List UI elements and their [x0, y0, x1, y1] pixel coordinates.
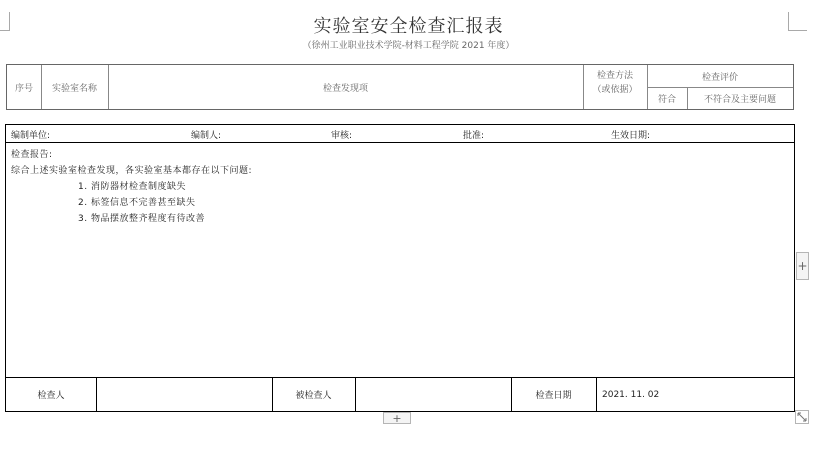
issue-item: 3. 物品摆放整齐程度有待改善 — [78, 214, 205, 224]
inspection-date-label: 检查日期 — [535, 391, 572, 401]
add-row-button[interactable] — [383, 412, 411, 424]
issue-item: 2. 标签信息不完善甚至缺失 — [78, 198, 196, 208]
header-col-index: 序号 — [14, 83, 33, 94]
issue-item: 1. 消防器材检查制度缺失 — [78, 182, 186, 192]
header-col-findings: 检查发现项 — [322, 83, 368, 94]
summary-line: 综合上述实验室检查发现，各实验室基本都存在以下问题: — [11, 166, 253, 176]
inspector-value-cell[interactable] — [97, 378, 272, 411]
inspectee-label: 被检查人 — [295, 391, 332, 401]
header-col-method-line2: （或依据） — [592, 84, 638, 95]
header-col-lab-name: 实验室名称 — [51, 83, 97, 94]
header-col-method-line1: 检查方法 — [596, 70, 633, 81]
report-heading: 检查报告: — [11, 150, 53, 160]
header-col-evaluation: 检查评价 — [701, 72, 738, 83]
inspection-date-value[interactable]: 2021. 11. 02 — [602, 389, 660, 400]
inspectee-value-cell[interactable] — [356, 378, 511, 411]
report-table[interactable] — [5, 124, 795, 412]
effective-date-label: 生效日期: — [611, 131, 651, 141]
document-title: 实验室安全检查汇报表 — [313, 16, 504, 37]
inspector-label: 检查人 — [37, 391, 65, 401]
plus-icon: + — [797, 259, 808, 273]
author-label: 编制人: — [191, 131, 222, 141]
plus-icon: + — [392, 411, 402, 425]
resize-handle-icon[interactable] — [795, 410, 809, 424]
document-subtitle: （徐州工业职业技术学院-材料工程学院 2021 年度） — [302, 41, 515, 51]
add-column-button[interactable] — [796, 252, 809, 280]
reviewer-label: 审核: — [331, 131, 353, 141]
header-col-nonconforms: 不符合及主要问题 — [703, 94, 776, 105]
approver-label: 批准: — [463, 131, 485, 141]
header-col-conforms: 符合 — [657, 94, 676, 105]
unit-label: 编制单位: — [11, 131, 51, 141]
header-table[interactable] — [6, 64, 794, 110]
